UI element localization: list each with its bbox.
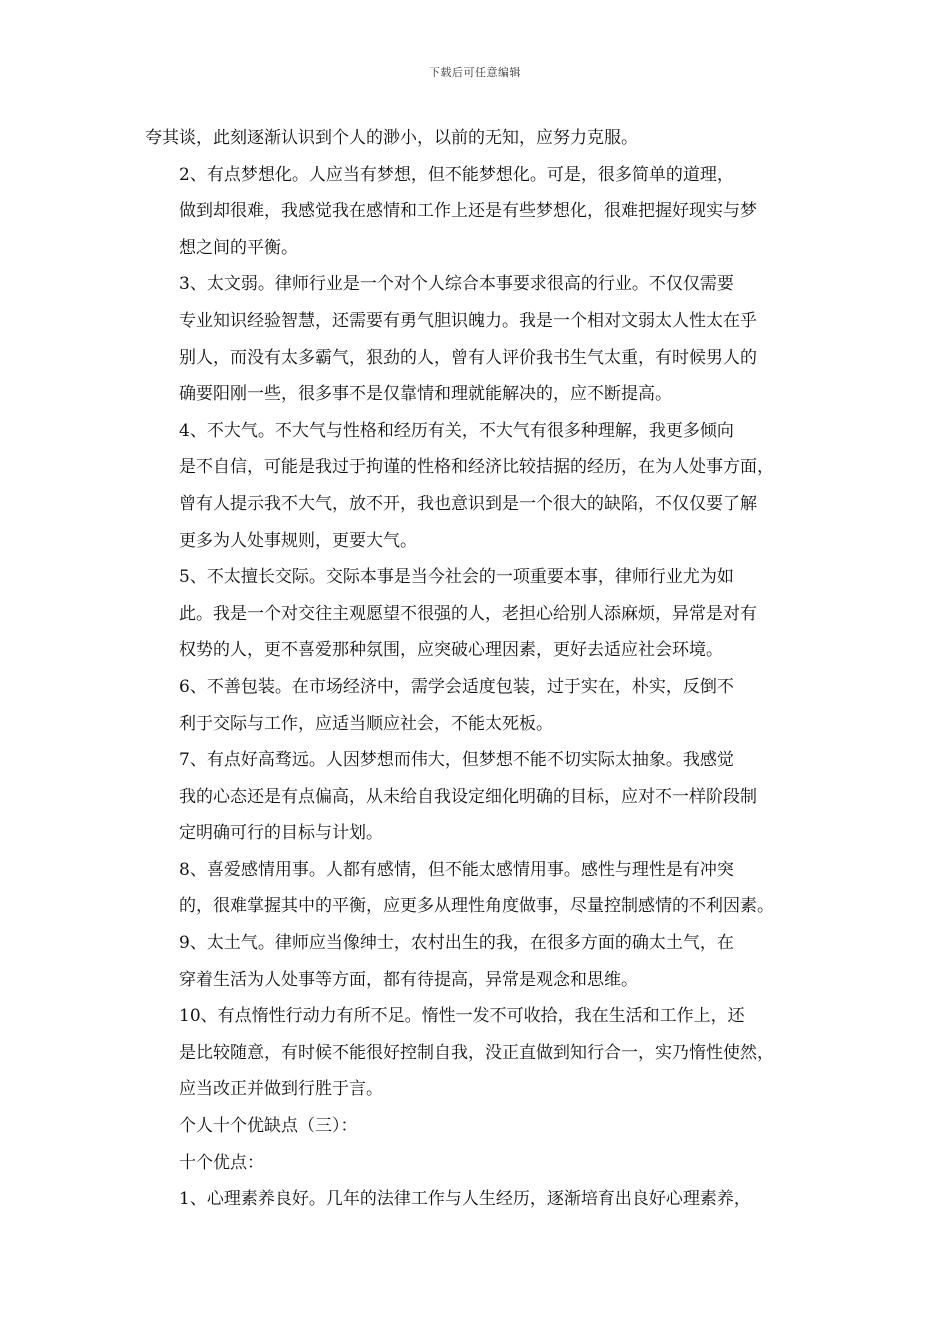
paragraph-line: 2、有点梦想化。人应当有梦想，但不能梦想化。可是，很多简单的道理， [179, 164, 734, 185]
paragraph-line: 8、喜爱感情用事。人都有感情，但不能太感情用事。感性与理性是有冲突 [179, 859, 734, 880]
paragraph-line: 6、不善包装。在市场经济中，需学会适度包装，过于实在，朴实，反倒不 [179, 676, 734, 697]
paragraph-line: 确要阳刚一些，很多事不是仅靠情和理就能解决的，应不断提高。 [179, 384, 672, 405]
paragraph-line: 9、太土气。律师应当像绅士，农村出生的我，在很多方面的确太土气，在 [179, 933, 734, 954]
paragraph [145, 1181, 810, 1218]
paragraph-line: 穿着生活为人处事等方面，都有待提高，异常是观念和思维。 [179, 969, 638, 990]
paragraph-line: 更多为人处事规则，更要大气。 [179, 530, 417, 551]
paragraph-line: 别人，而没有太多霸气，狠劲的人，曾有人评价我书生气太重，有时候男人的 [179, 347, 757, 368]
paragraph-line: 个人十个优缺点（三）： [179, 1116, 358, 1137]
paragraph-line: 想之间的平衡。 [179, 237, 298, 258]
paragraph-line: 10、有点惰性行动力有所不足。惰性一发不可收拾，我在生活和工作上，还 [179, 1006, 745, 1027]
paragraph [145, 413, 810, 559]
paragraph-line: 4、不大气。不大气与性格和经历有关，不大气有很多种理解，我更多倾向 [179, 420, 734, 441]
paragraph-line: 1、心理素养良好。几年的法律工作与人生经历，逐渐培育出良好心理素养， [179, 1189, 751, 1210]
paragraph-line: 曾有人提示我不大气，放不开，我也意识到是一个很大的缺陷，不仅仅要了解 [179, 493, 757, 514]
paragraph-line: 应当改正并做到行胜于言。 [179, 1079, 383, 1100]
paragraph [145, 925, 810, 998]
paragraph-line: 我的心态还是有点偏高，从未给自我设定细化明确的目标，应对不一样阶段制 [179, 786, 757, 807]
paragraph-line: 夸其谈，此刻逐渐认识到个人的渺小，以前的无知，应努力克服。 [145, 128, 638, 148]
page-header: 下载后可任意编辑 [429, 66, 521, 79]
paragraph [145, 157, 810, 267]
paragraph-line: 定明确可行的目标与计划。 [179, 823, 383, 844]
paragraph [145, 669, 810, 742]
paragraph-line: 专业知识经验智慧，还需要有勇气胆识魄力。我是一个相对文弱太人性太在乎 [179, 310, 757, 331]
paragraph-line: 做到却很难，我感觉我在感情和工作上还是有些梦想化，很难把握好现实与梦 [179, 201, 757, 222]
paragraph-line: 3、太文弱。律师行业是一个对个人综合本事要求很高的行业。不仅仅需要 [179, 274, 734, 295]
paragraph [145, 1145, 810, 1182]
paragraph-line: 5、不太擅长交际。交际本事是当今社会的一项重要本事，律师行业尤为如 [179, 567, 734, 588]
paragraph [145, 742, 810, 852]
paragraph-line: 权势的人，更不喜爱那种氛围，应突破心理因素，更好去适应社会环境。 [179, 640, 723, 661]
paragraph-line: 利于交际与工作，应适当顺应社会，不能太死板。 [179, 713, 553, 734]
paragraph-line: 7、有点好高骛远。人因梦想而伟大，但梦想不能不切实际太抽象。我感觉 [179, 750, 734, 771]
paragraph [145, 120, 810, 157]
paragraph [145, 1108, 810, 1145]
paragraph [145, 852, 810, 925]
paragraph [145, 266, 810, 412]
paragraph-line: 此。我是一个对交往主观愿望不很强的人，老担心给别人添麻烦，异常是对有 [179, 603, 757, 624]
paragraph [145, 998, 810, 1108]
paragraph-line: 是比较随意，有时候不能很好控制自我，没正直做到知行合一，实乃惰性使然， [179, 1042, 774, 1063]
paragraph-line: 是不自信，可能是我过于拘谨的性格和经济比较拮据的经历，在为人处事方面， [179, 457, 774, 478]
paragraph [145, 559, 810, 669]
paragraph-line: 的，很难掌握其中的平衡，应更多从理性角度做事，尽量控制感情的不利因素。 [179, 896, 774, 917]
paragraph-line: 十个优点： [179, 1152, 264, 1173]
document-body [145, 120, 810, 1218]
